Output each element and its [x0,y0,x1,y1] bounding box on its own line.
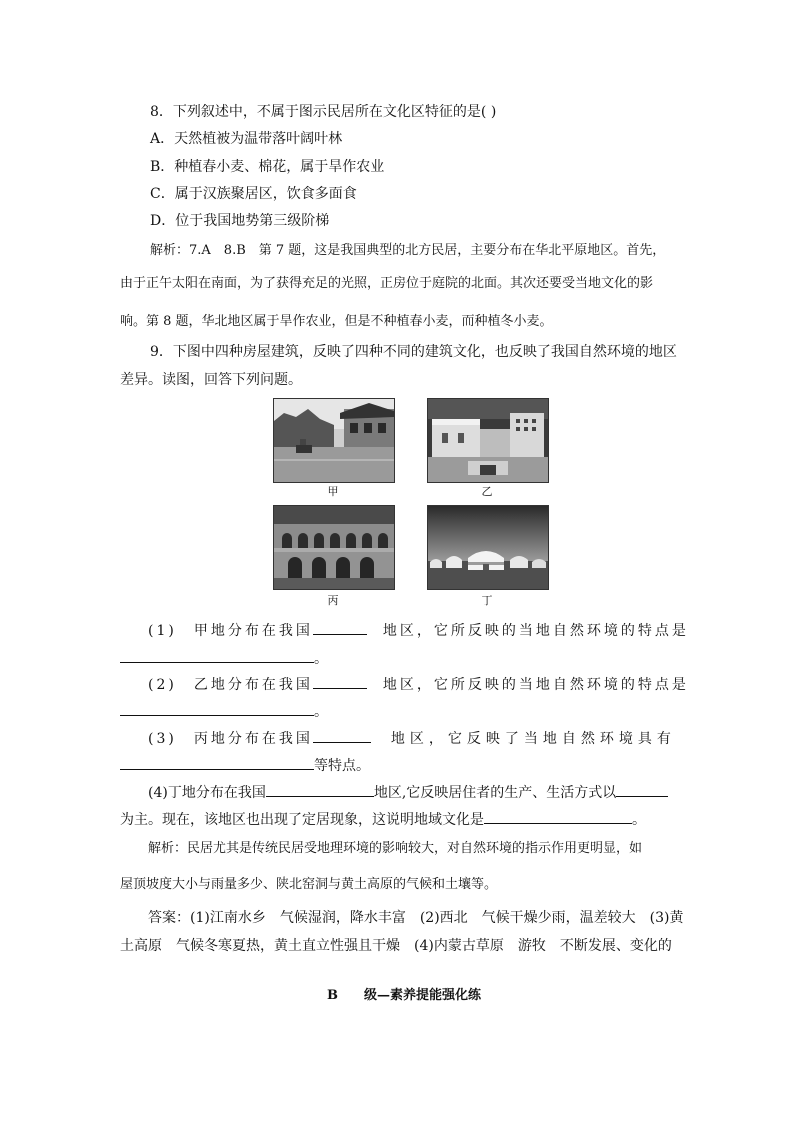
answer-blank[interactable] [313,674,367,689]
answer-blank[interactable] [313,620,367,635]
q9-sub4-line2 [120,809,646,829]
photo-jia-water-town [273,398,395,483]
q9-sub4-tail: 为主。现在，该地区也出现了定居现象，这说明地域文化是 [120,812,484,828]
analysis-line: 解析：7.A 8.B 第 7 题，这是我国典型的北方民居，主要分布在华北平原地区。首先， [150,243,666,258]
q8-option-d: D．位于我国地势第三级阶梯 [150,213,330,229]
answer-blank[interactable] [120,701,314,716]
answer-line: 答案：(1)江南水乡 气候湿润，降水丰富 (2)西北 气候干燥少雨，温差较大 (3)黄 [148,910,684,926]
analysis-line: 解析：民居尤其是传统民居受地理环境的影响较大，对自然环境的指示作用更明显，如 [148,841,643,856]
q9-sub3-prompt-cont: 地区，它反映了当地自然环境具有 [390,731,676,747]
answer-blank[interactable] [266,782,374,797]
q9-sub1-prompt: (1) 甲地分布在我国 [148,623,313,639]
q9-sub4-prompt-cont: 地区,它反映居住者的生产、生活方式以 [373,785,617,801]
answer-blank[interactable] [120,755,314,770]
q9-sub3 [148,728,676,748]
q9-stem-cont: 差异。读图，回答下列问题。 [120,372,302,388]
q9-sub3-prompt: (3) 丙地分布在我国 [148,731,313,747]
period: 。 [632,812,646,828]
analysis-line: 屋顶坡度大小与雨量多少、陕北窑洞与黄土高原的气候和土壤等。 [120,877,498,892]
answer-line: 土高原 气候冬寒夏热，黄土直立性强且干燥 (4)内蒙古草原 游牧 不断发展、变化的 [120,938,672,954]
q8-option-a: A．天然植被为温带落叶阔叶林 [150,131,343,147]
q9-sub2-line2 [120,701,328,721]
q8-option-c: C．属于汉族聚居区，饮食多面食 [150,186,357,202]
q9-stem: 9．下图中四种房屋建筑，反映了四种不同的建筑文化，也反映了我国自然环境的地区 [150,344,677,360]
q9-sub3-tail: 等特点。 [314,758,370,774]
period: 。 [314,651,328,667]
answer-blank[interactable] [313,728,371,743]
answer-blank[interactable] [616,782,668,797]
q9-sub4 [148,782,668,802]
analysis-line: 由于正午太阳在南面，为了获得充足的光照，正房位于庭院的北面。其次还要受当地文化的影 [120,276,654,291]
answer-blank[interactable] [484,809,632,824]
q9-sub1-prompt-cont: 地区，它所反映的当地自然环境的特点是 [382,623,689,639]
q9-sub1-line2 [120,648,328,668]
caption-jia: 甲 [327,485,339,498]
caption-ding: 丁 [481,594,493,607]
caption-yi: 乙 [481,485,493,498]
period: 。 [314,704,328,720]
q8-option-b: B．种植春小麦、棉花，属于旱作农业 [150,159,385,175]
photo-bing-cave-dwellings [273,505,395,590]
section-title: B 级—素养提能强化练 [327,988,481,1003]
q9-sub3-line2 [120,755,370,775]
q9-sub2-prompt: (2) 乙地分布在我国 [148,677,313,693]
q8-stem: 8．下列叙述中，不属于图示民居所在文化区特征的是( ) [150,104,497,120]
analysis-line: 响。第 8 题，华北地区属于旱作农业，但是不种植春小麦，而种植冬小麦。 [120,314,553,329]
q9-sub1 [148,620,689,640]
q9-sub2 [148,674,689,694]
q9-sub4-prompt: (4)丁地分布在我国 [148,785,266,801]
photo-ding-yurts [427,505,549,590]
caption-bing: 丙 [327,594,339,607]
q9-sub2-prompt-cont: 地区，它所反映的当地自然环境的特点是 [382,677,689,693]
photo-yi-flat-roof-houses [427,398,549,483]
answer-blank[interactable] [120,648,314,663]
